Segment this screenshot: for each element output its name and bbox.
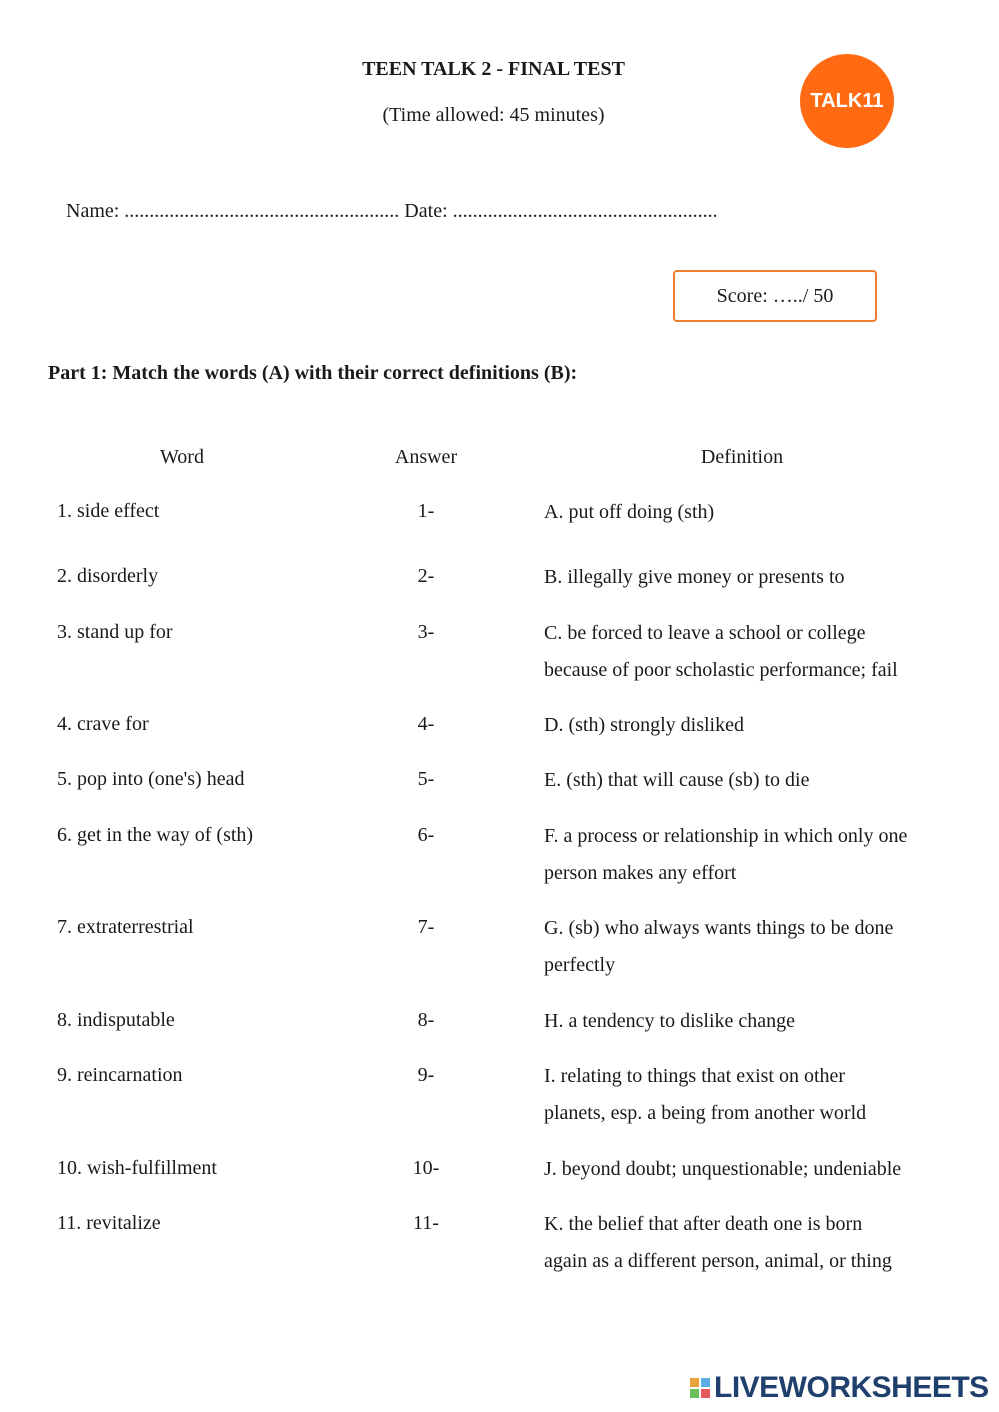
- word-7: 7. extraterrestrial: [57, 916, 194, 938]
- word-4: 4. crave for: [57, 713, 149, 735]
- answer-7[interactable]: 7-: [417, 916, 435, 938]
- answer-6[interactable]: 6-: [417, 824, 435, 846]
- answer-3[interactable]: 3-: [417, 621, 435, 643]
- liveworksheets-logo: [690, 1372, 989, 1404]
- column-header-definition: Definition: [700, 446, 784, 468]
- definition-j: J. beyond doubt; unquestionable; undeniable: [544, 1158, 902, 1180]
- answer-1[interactable]: 1-: [417, 500, 435, 522]
- answer-10[interactable]: 10-: [412, 1157, 440, 1179]
- definition-d: D. (sth) strongly disliked: [544, 714, 744, 736]
- definition-b: B. illegally give money or presents to: [544, 566, 845, 588]
- liveworksheets-logo-text: LIVEWORKSHEETS: [714, 1371, 989, 1404]
- answer-4[interactable]: 4-: [417, 713, 435, 735]
- talk-badge: TALK11: [800, 54, 894, 148]
- word-11: 11. revitalize: [57, 1212, 161, 1234]
- word-3: 3. stand up for: [57, 621, 173, 643]
- definition-a: A. put off doing (sth): [544, 501, 715, 523]
- liveworksheets-logo-icon: [690, 1378, 710, 1398]
- answer-2[interactable]: 2-: [417, 565, 435, 587]
- answer-5[interactable]: 5-: [417, 768, 435, 790]
- word-6: 6. get in the way of (sth): [57, 824, 254, 846]
- column-header-word: Word: [160, 446, 204, 468]
- definition-k: K. the belief that after death one is born again as a different person, animal, or thing: [544, 1213, 892, 1272]
- time-allowed: (Time allowed: 45 minutes): [382, 104, 605, 126]
- definition-c: C. be forced to leave a school or college because of poor scholastic performance; fail: [544, 622, 898, 681]
- definition-h: H. a tendency to dislike change: [544, 1010, 796, 1032]
- definition-e: E. (sth) that will cause (sb) to die: [544, 769, 810, 791]
- column-header-answer: Answer: [394, 446, 458, 468]
- answer-9[interactable]: 9-: [417, 1064, 435, 1086]
- answer-8[interactable]: 8-: [417, 1009, 435, 1031]
- definition-i: I. relating to things that exist on other planets, esp. a being from another world: [544, 1065, 867, 1124]
- score-box: [673, 270, 877, 322]
- word-9: 9. reincarnation: [57, 1064, 183, 1086]
- score-text: Score: …../ 50: [716, 284, 834, 307]
- definition-g: G. (sb) who always wants things to be done perfectly: [544, 917, 894, 976]
- test-title: TEEN TALK 2 - FINAL TEST: [362, 58, 625, 80]
- answer-11[interactable]: 11-: [413, 1212, 439, 1234]
- word-10: 10. wish-fulfillment: [57, 1157, 217, 1179]
- word-5: 5. pop into (one's) head: [57, 768, 245, 790]
- word-8: 8. indisputable: [57, 1009, 175, 1031]
- word-1: 1. side effect: [57, 500, 160, 522]
- word-2: 2. disorderly: [57, 565, 159, 587]
- definition-f: F. a process or relationship in which only one person makes any effort: [544, 825, 908, 884]
- part1-title: Part 1: Match the words (A) with their correct definitions (B):: [48, 362, 578, 384]
- name-date-line: Name: ....................................................... Date: .....................................................: [66, 200, 718, 222]
